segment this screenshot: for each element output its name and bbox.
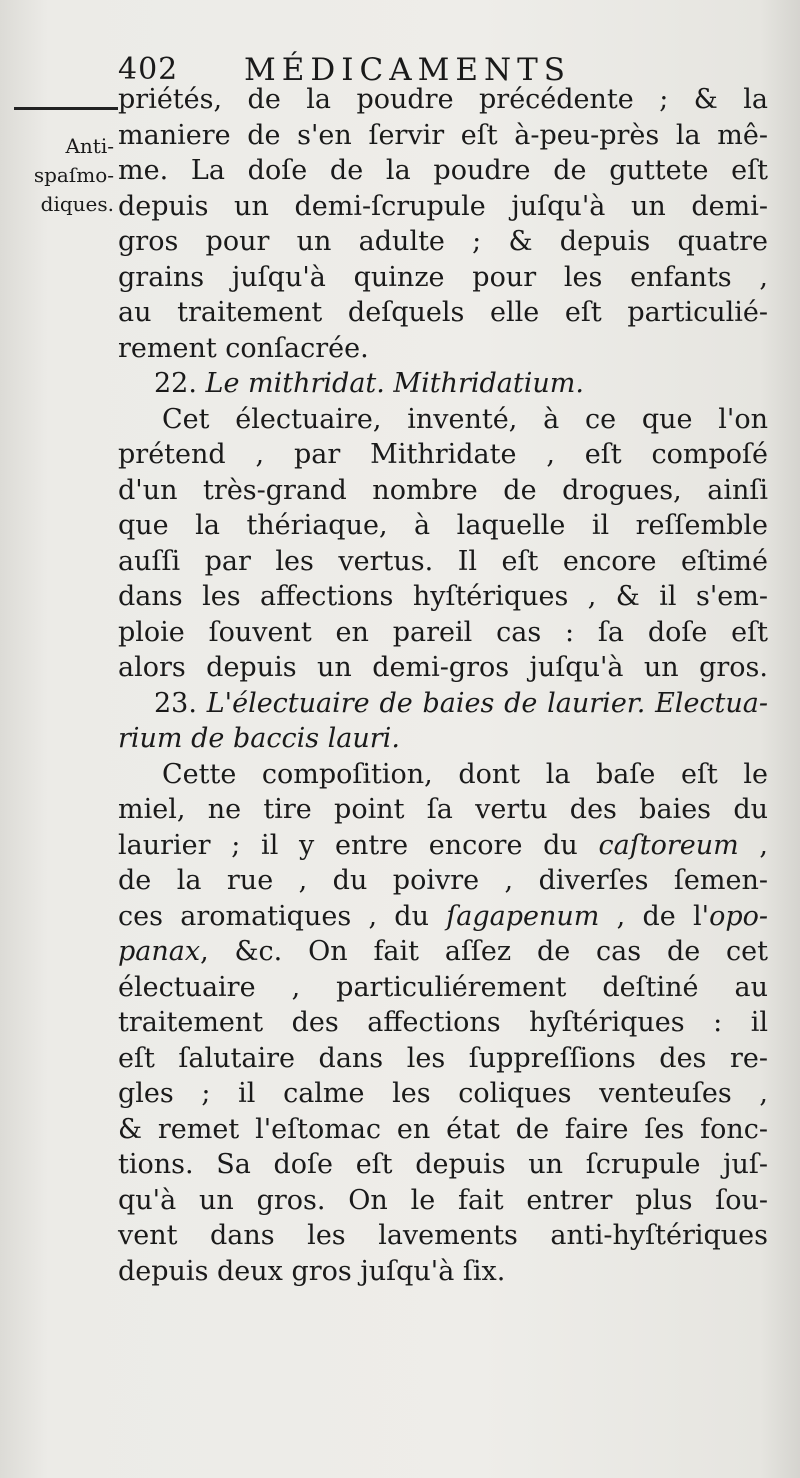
text-run: ,: [738, 829, 769, 861]
text-line: [118, 1112, 768, 1148]
text-line: [118, 1183, 768, 1219]
text-run: traitement des affections hyſtériques : il: [118, 1007, 768, 1038]
italic-text: opo-: [709, 900, 768, 932]
italic-text: panax: [118, 936, 201, 967]
text-line: [118, 544, 768, 580]
text-line: [118, 863, 768, 899]
margin-note-line: Anti-: [65, 134, 114, 158]
text-line: [118, 295, 768, 331]
text-run: laurier ; il y entre encore du: [118, 829, 599, 861]
text-run: électuaire , particuliérement deſtiné au: [118, 971, 768, 1003]
text-line: [118, 650, 768, 686]
text-line: [118, 970, 768, 1006]
text-line: [118, 366, 768, 402]
italic-text: rium de baccis lauri.: [118, 723, 400, 754]
text-line: [118, 260, 768, 296]
body-text: [118, 82, 768, 1289]
text-run: de la rue , du poivre , diverſes ſemen-: [118, 865, 768, 896]
text-line: [118, 579, 768, 615]
text-run: au traitement deſquels elle eſt particulié-: [118, 297, 768, 328]
italic-text: ſagapenum: [446, 900, 600, 932]
margin-note-line: diques.: [40, 192, 114, 216]
text-line: [118, 1254, 768, 1290]
text-line: [118, 331, 768, 367]
text-run: depuis un demi-ſcrupule juſqu'à un demi-: [118, 190, 768, 222]
text-line: [118, 899, 768, 935]
text-line: [118, 721, 768, 757]
italic-text: Le mithridat. Mithridatium.: [205, 368, 584, 399]
text-line: [118, 1041, 768, 1077]
text-line: [118, 508, 768, 544]
page-number: 402: [118, 52, 179, 87]
margin-note: [6, 132, 114, 219]
text-run: vent dans les lavements anti-hyſtériques: [118, 1220, 768, 1251]
text-line: [118, 934, 768, 970]
text-line: [118, 757, 768, 793]
text-run: Cet électuaire, inventé, à ce que l'on: [162, 403, 768, 435]
text-run: auſſi par les vertus. Il eſt encore eſtimé: [118, 545, 768, 577]
text-run: depuis deux gros juſqu'à ſix.: [118, 1255, 506, 1287]
text-run: rement conſacrée.: [118, 332, 369, 364]
text-run: , &c. On fait aſſez de cas de cet: [200, 936, 768, 967]
italic-text: caſtoreum: [598, 829, 739, 861]
text-line: [118, 828, 768, 864]
text-run: ploie ſouvent en pareil cas : ſa doſe eſt: [118, 616, 768, 648]
text-line: [118, 615, 768, 651]
margin-rule: [14, 107, 118, 110]
text-line: [118, 189, 768, 225]
italic-text: L'électuaire de baies de laurier. Electua-: [206, 687, 769, 719]
text-run: 23.: [154, 687, 207, 719]
text-run: me. La doſe de la poudre de guttete eſt: [118, 155, 768, 186]
text-run: miel, ne tire point ſa vertu des baies du: [118, 794, 768, 825]
text-line: [118, 118, 768, 154]
text-run: que la thériaque, à laquelle il reſſemble: [118, 510, 768, 541]
text-line: [118, 792, 768, 828]
text-run: dans les affections hyſtériques , & il s'em-: [118, 581, 768, 612]
text-line: [118, 1005, 768, 1041]
text-line: [118, 82, 768, 118]
text-run: eſt ſalutaire dans les ſuppreſſions des re-: [118, 1042, 768, 1074]
text-run: , de l': [599, 900, 710, 932]
text-line: [118, 1218, 768, 1254]
text-run: grains juſqu'à quinze pour les enfants ,: [118, 261, 768, 293]
text-line: [118, 473, 768, 509]
text-run: ces aromatiques , du: [118, 900, 447, 932]
text-line: [118, 437, 768, 473]
text-run: alors depuis un demi-gros juſqu'à un gros.: [118, 652, 768, 683]
text-run: gles ; il calme les coliques venteuſes ,: [118, 1078, 768, 1109]
text-run: qu'à un gros. On le fait entrer plus ſou-: [118, 1184, 768, 1216]
text-run: gros pour un adulte ; & depuis quatre: [118, 226, 768, 257]
margin-note-line: spaſmo-: [33, 163, 114, 187]
text-run: & remet l'eſtomac en état de faire ſes fonc-: [118, 1113, 768, 1145]
text-run: prétend , par Mithridate , eſt compoſé: [118, 439, 768, 470]
text-run: tions. Sa doſe eſt depuis un ſcrupule juſ-: [118, 1149, 768, 1180]
text-line: [118, 1076, 768, 1112]
text-line: [118, 402, 768, 438]
text-run: priétés, de la poudre précédente ; & la: [118, 84, 768, 115]
text-line: [118, 686, 768, 722]
text-line: [118, 224, 768, 260]
text-run: maniere de s'en ſervir eſt à-peu-près la mê-: [118, 119, 768, 151]
text-line: [118, 153, 768, 189]
running-title: MÉDICAMENTS: [244, 52, 571, 88]
text-run: 22.: [154, 368, 206, 399]
text-run: d'un très-grand nombre de drogues, ainſi: [118, 474, 768, 506]
text-line: [118, 1147, 768, 1183]
text-run: Cette compoſition, dont la baſe eſt le: [162, 758, 768, 790]
